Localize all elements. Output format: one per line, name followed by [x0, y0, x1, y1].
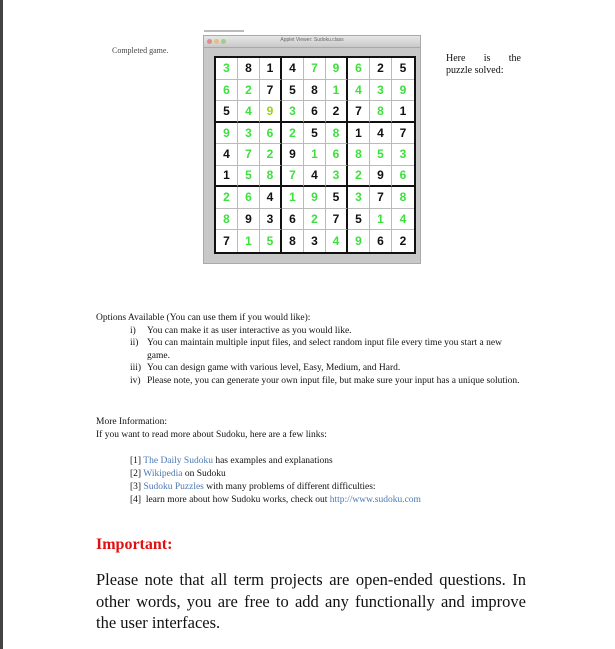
sudoku-cell[interactable]: 7 [282, 166, 304, 188]
sudoku-cell[interactable]: 4 [238, 101, 260, 123]
sudoku-cell[interactable]: 7 [370, 187, 392, 209]
sudoku-cell[interactable]: 3 [370, 80, 392, 102]
sudoku-cell[interactable]: 6 [238, 187, 260, 209]
sudoku-cell[interactable]: 1 [260, 58, 282, 80]
sudoku-cell[interactable]: 2 [260, 144, 282, 166]
link-number: [1] [130, 456, 142, 466]
sudoku-cell[interactable]: 3 [238, 123, 260, 145]
link-description: has examples and explanations [212, 456, 333, 466]
link-number: [2] [130, 469, 142, 479]
applet-window [203, 35, 421, 264]
sudoku-cell[interactable]: 8 [370, 101, 392, 123]
sudoku-cell[interactable]: 4 [282, 58, 304, 80]
sudoku-cell[interactable]: 6 [392, 166, 414, 188]
sudoku-cell[interactable]: 3 [304, 230, 326, 252]
link-description: on Sudoku [182, 469, 226, 479]
sudoku-cell[interactable]: 4 [348, 80, 370, 102]
sudoku-cell[interactable]: 8 [260, 166, 282, 188]
sudoku-cell[interactable]: 8 [326, 123, 348, 145]
sudoku-cell[interactable]: 5 [304, 123, 326, 145]
sudoku-cell[interactable]: 9 [260, 101, 282, 123]
sudoku-cell[interactable]: 5 [348, 209, 370, 231]
sudoku-cell[interactable]: 4 [326, 230, 348, 252]
sudoku-cell[interactable]: 5 [392, 58, 414, 80]
sudoku-cell[interactable]: 9 [238, 209, 260, 231]
sudoku-cell[interactable]: 4 [260, 187, 282, 209]
sudoku-cell[interactable]: 6 [216, 80, 238, 102]
links-list [130, 455, 421, 507]
link-item [130, 455, 421, 468]
side-word: is [483, 53, 491, 64]
sudoku-cell[interactable]: 9 [392, 80, 414, 102]
option-item [96, 325, 526, 338]
applet-title: Applet Viewer: Sudoku.class [280, 37, 344, 43]
window-left-border [0, 0, 3, 649]
sudoku-cell[interactable]: 9 [348, 230, 370, 252]
sudoku-cell[interactable]: 1 [304, 144, 326, 166]
side-word: Here [446, 53, 466, 64]
sudoku-cell[interactable]: 7 [304, 58, 326, 80]
sudoku-cell[interactable]: 5 [326, 187, 348, 209]
options-section [96, 312, 526, 387]
sudoku-cell[interactable]: 2 [348, 166, 370, 188]
sudoku-cell[interactable]: 5 [282, 80, 304, 102]
sudoku-cell[interactable]: 6 [326, 144, 348, 166]
sudoku-cell[interactable]: 2 [370, 58, 392, 80]
sudoku-com-link[interactable]: http://www.sudoku.com [329, 495, 421, 505]
option-number: ii) [130, 338, 139, 348]
option-text: Please note, you can generate your own input file, but make sure your input has a unique solution. [147, 375, 520, 386]
sudoku-cell[interactable]: 3 [216, 58, 238, 80]
sudoku-cell[interactable]: 6 [260, 123, 282, 145]
link-description: with many problems of different difficulties: [203, 482, 376, 492]
sudoku-cell[interactable]: 7 [348, 101, 370, 123]
link-item [130, 494, 421, 507]
daily-sudoku-link[interactable]: The Daily Sudoku [143, 456, 213, 466]
option-number: iii) [130, 363, 142, 373]
sudoku-puzzles-link[interactable]: Sudoku Puzzles [143, 482, 204, 492]
solved-description [446, 53, 521, 77]
option-text: You can make it as user interactive as you would like. [147, 325, 352, 336]
sudoku-cell[interactable]: 2 [326, 101, 348, 123]
sudoku-cell[interactable]: 4 [370, 123, 392, 145]
sudoku-cell[interactable]: 1 [370, 209, 392, 231]
sudoku-cell[interactable]: 8 [238, 58, 260, 80]
sudoku-cell[interactable]: 7 [260, 80, 282, 102]
sudoku-cell[interactable]: 3 [282, 101, 304, 123]
important-note: Please note that all term projects are open-ended questions. In other words, you are free to add any functionally and improve the user interfaces. [96, 570, 526, 632]
sudoku-cell[interactable]: 2 [399, 233, 407, 248]
sudoku-cell[interactable]: 4 [392, 209, 414, 231]
sudoku-cell[interactable]: 9 [282, 144, 304, 166]
side-word: the [508, 53, 521, 64]
more-info-intro: If you want to read more about Sudoku, here are a few links: [96, 429, 327, 440]
sudoku-cell[interactable]: 1 [282, 187, 304, 209]
option-item [96, 337, 526, 362]
sudoku-cell[interactable]: 6 [348, 58, 370, 80]
sudoku-cell[interactable]: 5 [260, 230, 282, 252]
sudoku-cell[interactable]: 7 [326, 209, 348, 231]
sudoku-cell[interactable]: 1 [238, 230, 260, 252]
sudoku-cell[interactable]: 3 [326, 166, 348, 188]
sudoku-cell[interactable]: 1 [216, 166, 238, 188]
link-item [130, 468, 421, 481]
option-number: i) [130, 325, 136, 336]
sudoku-cell[interactable]: 5 [238, 166, 260, 188]
sudoku-cell[interactable]: 2 [304, 209, 326, 231]
important-heading: Important: [96, 536, 173, 553]
options-heading: Options Available (You can use them if you would like): [96, 313, 311, 323]
sudoku-cell[interactable]: 7 [392, 123, 414, 145]
sudoku-cell[interactable]: 7 [238, 144, 260, 166]
options-list [96, 325, 526, 388]
sudoku-cell[interactable]: 3 [348, 187, 370, 209]
sudoku-cell[interactable]: 5 [216, 101, 238, 123]
sudoku-cell[interactable]: 1 [392, 101, 414, 123]
cropped-text-strip [204, 30, 244, 32]
link-number: [4] [130, 495, 142, 505]
sudoku-cell[interactable]: 2 [216, 187, 238, 209]
sudoku-cell[interactable]: 2 [282, 123, 304, 145]
sudoku-cell[interactable]: 5 [370, 144, 392, 166]
link-item [130, 481, 421, 494]
applet-titlebar [204, 36, 420, 48]
sudoku-grid [214, 56, 416, 254]
option-item [96, 362, 526, 375]
sudoku-cell[interactable]: 4 [216, 144, 238, 166]
sudoku-cell[interactable]: 9 [304, 187, 326, 209]
side-line: puzzle solved: [446, 65, 504, 76]
sudoku-cell[interactable]: 7 [216, 230, 238, 252]
sudoku-cell[interactable]: 9 [216, 123, 238, 145]
sudoku-cell[interactable]: 1 [326, 80, 348, 102]
wikipedia-link[interactable]: Wikipedia [143, 469, 183, 479]
sudoku-cell[interactable]: 8 [216, 209, 238, 231]
more-info-heading: More Information: [96, 417, 167, 427]
option-text: You can maintain multiple input files, and select random input file every time you start a new game. [147, 338, 502, 361]
sudoku-cell[interactable]: 8 [348, 144, 370, 166]
sudoku-cell[interactable]: 9 [326, 58, 348, 80]
option-number: iv) [130, 375, 141, 386]
sudoku-cell[interactable]: 8 [392, 187, 414, 209]
sudoku-cell[interactable]: 8 [282, 230, 304, 252]
link-description: learn more about how Sudoku works, check out [141, 495, 330, 505]
sudoku-cell[interactable]: 8 [304, 80, 326, 102]
sudoku-cell[interactable]: 9 [370, 166, 392, 188]
option-item [96, 375, 526, 388]
figure-caption: Completed game. [112, 46, 169, 55]
sudoku-cell[interactable]: 6 [282, 209, 304, 231]
sudoku-cell[interactable]: 1 [348, 123, 370, 145]
sudoku-cell[interactable]: 3 [392, 144, 414, 166]
link-number: [3] [130, 482, 142, 492]
option-text: You can design game with various level, Easy, Medium, and Hard. [147, 363, 401, 373]
sudoku-cell[interactable]: 6 [304, 101, 326, 123]
sudoku-cell[interactable]: 3 [260, 209, 282, 231]
sudoku-cell[interactable]: 6 [370, 230, 392, 252]
sudoku-cell[interactable]: 2 [238, 80, 260, 102]
more-info-section [96, 416, 327, 441]
sudoku-cell[interactable]: 4 [304, 166, 326, 188]
